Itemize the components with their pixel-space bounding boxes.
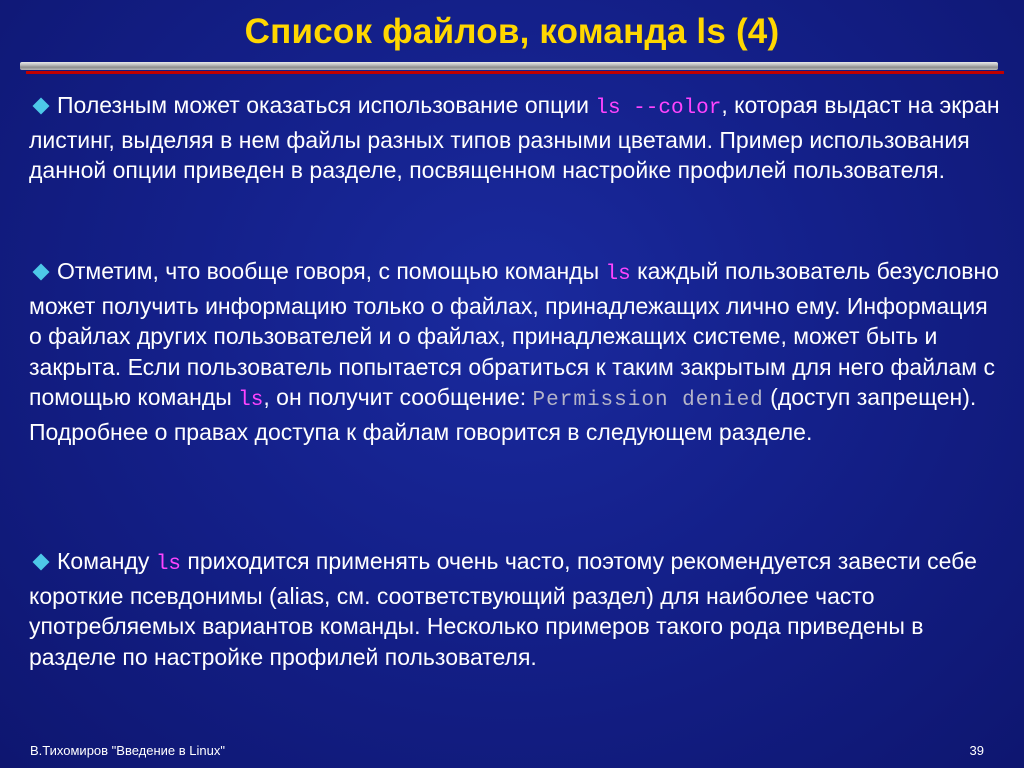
p2-permission-denied: Permission denied xyxy=(532,389,764,412)
p1-text-1: Полезным может оказаться использование опции xyxy=(57,92,596,118)
slide-title: Список файлов, команда ls (4) xyxy=(244,12,780,51)
diamond-bullet-icon xyxy=(33,553,50,570)
title-divider xyxy=(20,62,1004,74)
p2-text-1: Отметим, что вообще говоря, с помощью команды xyxy=(57,258,606,284)
paragraph-aliases xyxy=(29,546,1004,672)
divider-red-line xyxy=(26,71,1004,74)
p2-text-4: (доступ запрещен). Подробнее о правах доступа к файлам говорится в следующем разделе. xyxy=(29,384,977,445)
p3-code-ls: ls xyxy=(155,553,182,576)
diamond-bullet-icon xyxy=(33,263,50,280)
page-number: 39 xyxy=(969,743,984,758)
diamond-bullet-icon xyxy=(33,97,50,114)
p2-text-3: , он получит сообщение: xyxy=(263,384,533,410)
p1-code-ls-color: ls --color xyxy=(595,97,722,120)
p1-text-2: , которая выдаст на экран листинг, выделяя в нем файлы разных типов разными цветами. Пример использования данной опции приведен в разделе, посвященном настройке профилей пользователя. xyxy=(29,92,1000,183)
p3-text-2: приходится применять очень часто, поэтому рекомендуется завести себе короткие псевдонимы (alias, см. соответствующий раздел) для наиболее часто употребляемых вариантов команды. Несколько примеров такого рода приведены в разделе по настройке профилей пользователя. xyxy=(29,548,977,670)
p3-text-1: Команду xyxy=(57,548,156,574)
p2-code-ls: ls xyxy=(605,263,631,286)
paragraph-color-option xyxy=(29,90,1004,186)
p2-code-ls-2: ls xyxy=(238,389,264,412)
divider-bar xyxy=(20,62,998,70)
p2-text-2: каждый пользователь безусловно может получить информацию только о файлах, принадлежащих лично ему. Информация о файлах других пользователей и о файлах, принадлежащих системе, может быть и закрыта. Если пользователь попытается обратиться к таким закрытым для него файлам с помощью команды xyxy=(29,258,1000,410)
footer-author: В.Тихомиров "Введение в Linux" xyxy=(30,743,225,758)
paragraph-permissions xyxy=(29,256,1004,447)
